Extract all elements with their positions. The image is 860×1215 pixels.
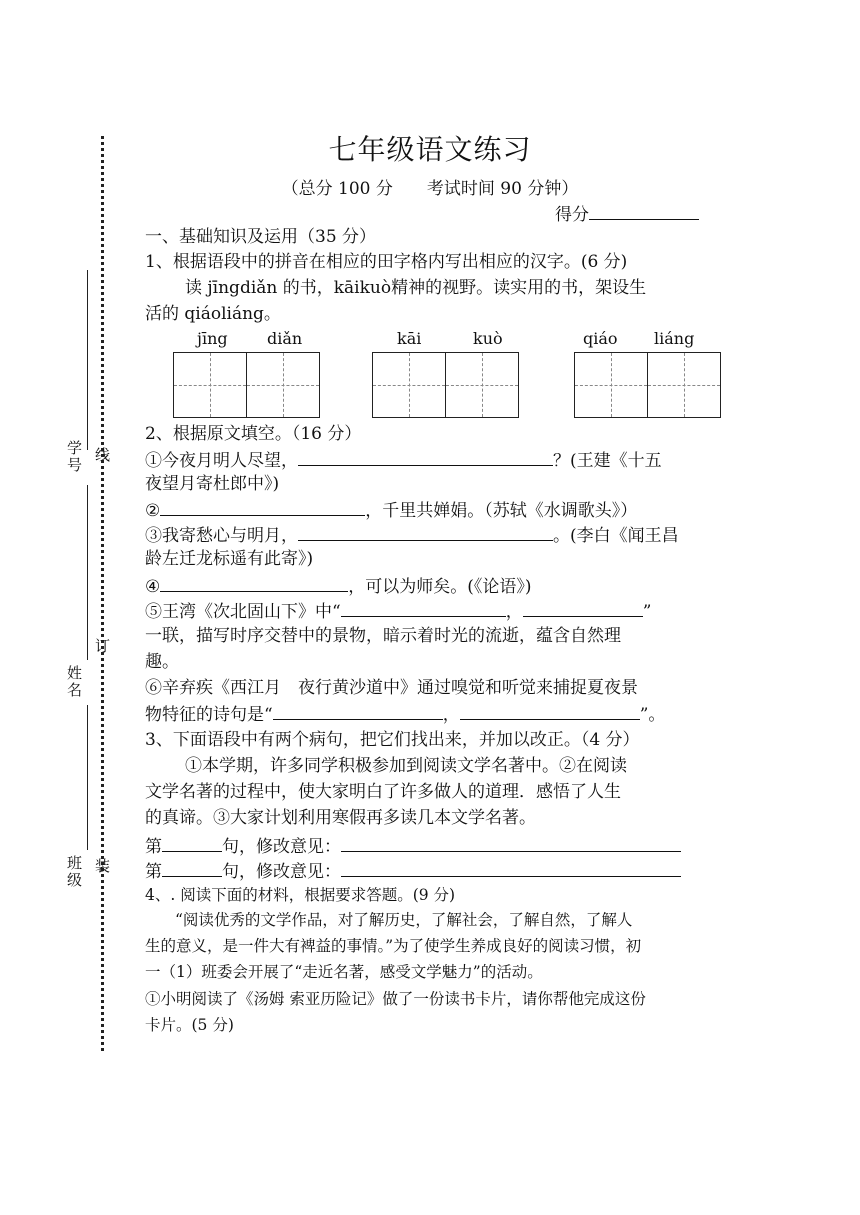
q2-l5-quote: ” bbox=[642, 602, 652, 622]
tianzige-group-qiaoliang bbox=[574, 352, 720, 418]
pinyin-qiao: qiáo bbox=[583, 329, 618, 348]
q2-l6-end: ”。 bbox=[639, 705, 666, 725]
class-blank[interactable] bbox=[87, 705, 88, 850]
q2-l4-text: ，可以为师矣。(《论语》) bbox=[348, 577, 532, 597]
binding-dotted-line bbox=[101, 136, 104, 1051]
q3-answer-2 bbox=[145, 858, 720, 884]
q4-para-line1: “阅读优秀的文学作品，对了解历史，了解社会，了解自然，了解人 bbox=[175, 911, 633, 929]
pinyin-jing: jīng bbox=[197, 329, 228, 348]
pinyin-dian: diǎn bbox=[267, 329, 303, 348]
answer-blank[interactable] bbox=[298, 447, 553, 466]
q1-prompt: 1、根据语段中的拼音在相应的田字格内写出相应的汉字。(6 分) bbox=[145, 252, 628, 272]
q3-a2-di: 第 bbox=[145, 862, 162, 882]
score-label: 得分 bbox=[555, 205, 589, 225]
pinyin-kuo: kuò bbox=[473, 329, 503, 348]
q2-l3-text: ③我寄愁心与明月， bbox=[145, 526, 298, 546]
q2-line3-cont: 龄左迁龙标遥有此寄》) bbox=[145, 549, 314, 569]
pinyin-liang: liáng bbox=[654, 329, 695, 348]
q2-prompt: 2、根据原文填空。（16 分） bbox=[145, 424, 362, 444]
page-title: 七年级语文练习 bbox=[328, 133, 532, 166]
q2-l1-text: ①今夜月明人尽望， bbox=[145, 451, 298, 471]
tianzige-cell[interactable] bbox=[372, 352, 446, 418]
tianzige-cell[interactable] bbox=[173, 352, 247, 418]
sentence-number-blank[interactable] bbox=[162, 858, 222, 877]
q2-line5-cont: 一联，描写时序交替中的景物，暗示着时光的流逝，蕴含自然理 bbox=[145, 626, 621, 646]
q3-para-line2: 文学名著的过程中，使大家明白了许多做人的道理．感悟了人生 bbox=[145, 782, 621, 802]
answer-blank[interactable] bbox=[460, 701, 640, 720]
q2-line1-cont: 夜望月寄杜郎中》) bbox=[145, 474, 280, 494]
answer-blank[interactable] bbox=[160, 497, 365, 516]
class-label: 班级 bbox=[65, 855, 83, 889]
q1-text-line1: 读 jīngdiǎn 的书，kāikuò精神的视野。读实用的书，架设生 bbox=[185, 278, 647, 298]
tianzige-cell[interactable] bbox=[574, 352, 648, 418]
student-id-label: 学号 bbox=[65, 440, 83, 474]
q4-para-line2: 生的意义，是一件大有裨益的事情。”为了使学生养成良好的阅读习惯，初 bbox=[145, 937, 642, 955]
student-id-blank[interactable] bbox=[87, 270, 88, 450]
q2-line1 bbox=[145, 447, 720, 473]
score-field[interactable] bbox=[555, 200, 699, 225]
score-blank[interactable] bbox=[589, 201, 699, 220]
q3-prompt: 3、下面语段中有两个病句，把它们找出来，并加以改正。（4 分） bbox=[145, 730, 640, 750]
binding-char-zhuang: 装 bbox=[93, 858, 111, 875]
q2-l2-text: ，千里共婵娟。（苏轼《水调歌头》） bbox=[365, 501, 638, 521]
q1-text-line2: 活的 qiáoliáng。 bbox=[145, 304, 281, 324]
tianzige-cell[interactable] bbox=[445, 352, 519, 418]
answer-blank[interactable] bbox=[160, 573, 348, 592]
q2-l2-num: ② bbox=[145, 501, 161, 521]
revision-blank[interactable] bbox=[341, 833, 681, 852]
q2-line3 bbox=[145, 522, 720, 548]
q3-a1-label: 句，修改意见： bbox=[222, 837, 341, 857]
q2-line4 bbox=[145, 573, 720, 599]
q4-sub1-line1: ①小明阅读了《汤姆 索亚历险记》做了一份读书卡片，请你帮他完成这份 bbox=[145, 990, 646, 1008]
q4-sub1-line2: 卡片。(5 分) bbox=[145, 1016, 234, 1034]
q2-l1-source: ？(王建《十五 bbox=[553, 451, 662, 471]
q4-prompt: 4、. 阅读下面的材料，根据要求答题。(9 分) bbox=[145, 886, 456, 904]
q3-para-line1: ①本学期，许多同学积极参加到阅读文学名著中。②在阅读 bbox=[185, 756, 627, 776]
q2-line2 bbox=[145, 497, 720, 523]
q3-a2-label: 句，修改意见： bbox=[222, 862, 341, 882]
q3-para-line3: 的真谛。③大家计划利用寒假再多读几本文学名著。 bbox=[145, 808, 536, 828]
q2-l3-source: 。(李白《闻王昌 bbox=[553, 526, 679, 546]
q3-a1-di: 第 bbox=[145, 837, 162, 857]
q2-l5-comma: ， bbox=[505, 602, 523, 622]
q2-l6-comma: ， bbox=[442, 705, 460, 725]
binding-char-xian: 线 bbox=[93, 447, 111, 464]
q2-l6-text: 物特征的诗句是“ bbox=[145, 705, 273, 725]
tianzige-group-jingdian bbox=[173, 352, 319, 418]
q3-answer-1 bbox=[145, 833, 720, 859]
q2-line5-end: 趣。 bbox=[145, 652, 179, 672]
name-blank[interactable] bbox=[87, 485, 88, 660]
q2-line6-cont bbox=[145, 701, 720, 727]
q2-line6: ⑥辛弃疾《西江月 夜行黄沙道中》通过嗅觉和听觉来捕捉夏夜景 bbox=[145, 678, 638, 698]
q2-l4-num: ④ bbox=[145, 577, 161, 597]
answer-blank[interactable] bbox=[523, 598, 643, 617]
revision-blank[interactable] bbox=[341, 858, 681, 877]
q2-l5-text: ⑤王湾《次北固山下》中“ bbox=[145, 602, 341, 622]
pinyin-kai: kāi bbox=[397, 329, 422, 348]
q2-line5 bbox=[145, 598, 720, 624]
answer-blank[interactable] bbox=[341, 598, 506, 617]
section-heading: 一、基础知识及运用（35 分） bbox=[145, 227, 377, 247]
binding-char-ding: 订 bbox=[93, 638, 111, 655]
exam-subtitle: （总分 100 分 考试时间 90 分钟） bbox=[281, 179, 579, 199]
tianzige-cell[interactable] bbox=[647, 352, 721, 418]
sentence-number-blank[interactable] bbox=[162, 833, 222, 852]
tianzige-group-kaikuo bbox=[372, 352, 518, 418]
answer-blank[interactable] bbox=[273, 701, 443, 720]
q4-para-line3: 一（1）班委会开展了“走近名著，感受文学魅力”的活动。 bbox=[145, 963, 543, 981]
name-label: 姓名 bbox=[65, 665, 83, 699]
answer-blank[interactable] bbox=[298, 522, 553, 541]
tianzige-cell[interactable] bbox=[246, 352, 320, 418]
